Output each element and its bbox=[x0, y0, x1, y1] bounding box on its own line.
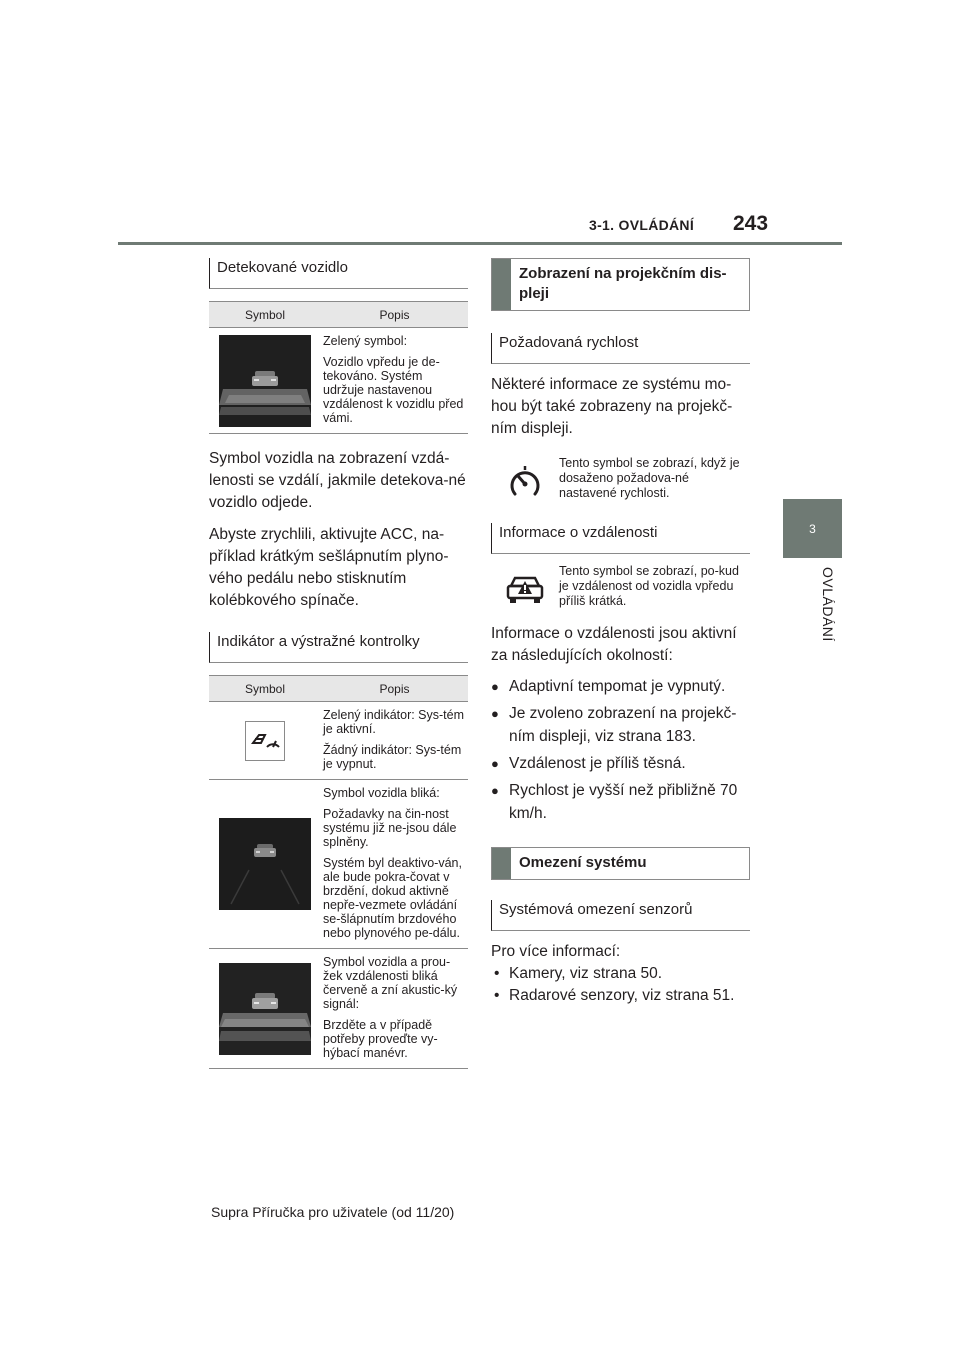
chapter-tab bbox=[783, 499, 842, 558]
car-warning-distance-icon bbox=[219, 963, 311, 1055]
distance-warning-icon bbox=[505, 574, 545, 604]
section-title: 3-1. OVLÁDÁNÍ bbox=[589, 217, 695, 233]
list-item: ● Adaptivní tempomat je vypnutý. bbox=[491, 675, 750, 698]
desc-text: Požadavky na čin-nost systému již ne-jsou dále splněny. bbox=[323, 807, 457, 849]
paragraph: Některé informace ze systému mo-hou být také zobrazeny na projekč-ním displeji. bbox=[491, 376, 733, 437]
detected-vehicle-heading: Detekované vozidlo bbox=[209, 258, 468, 289]
distance-heading: Informace o vzdálenosti bbox=[491, 523, 750, 554]
detected-vehicle-table bbox=[209, 301, 468, 434]
list-item: ● Rychlost je vyšší než přibližně 70 km/h. bbox=[491, 779, 750, 825]
description-cell bbox=[321, 780, 468, 949]
car-distance-icon bbox=[219, 335, 311, 427]
projection-heading bbox=[491, 258, 750, 311]
col-description: Popis bbox=[321, 302, 468, 328]
table-row bbox=[209, 328, 468, 434]
list-item: ● Je zvoleno zobrazení na projekč-ním displeji, viz strana 183. bbox=[491, 702, 750, 748]
left-column bbox=[209, 258, 468, 1069]
indicator-table bbox=[209, 675, 468, 1069]
desc-text: Systém byl deaktivo-ván, ale bude pokra-čovat v brzdění, dokud aktivně nepře-vezmete ovládání se-šlápnutím brzdového nebo plynového pe-dálu. bbox=[323, 856, 462, 940]
desc-text: Žádný indikátor: Sys-tém je vypnut. bbox=[323, 743, 462, 771]
list-item: • Kamery, viz strana 50. bbox=[491, 963, 750, 985]
speedometer-icon bbox=[507, 464, 543, 498]
paragraph: Symbol vozidla na zobrazení vzdá-lenosti se vzdálí, jakmile detekova-né vozidlo odjede. bbox=[209, 450, 466, 511]
speed-symbol-row bbox=[491, 456, 750, 509]
page-number: 243 bbox=[733, 212, 769, 235]
sensor-limits-heading: Systémová omezení senzorů bbox=[491, 900, 750, 931]
paragraph: Abyste zrychlili, aktivujte ACC, na-příklad krátkým sešlápnutím plyno-vého pedálu nebo stisknutím kolébkového spínače. bbox=[209, 526, 449, 609]
heading-bar bbox=[492, 848, 511, 879]
table-row bbox=[209, 780, 468, 949]
paragraph: Informace o vzdálenosti jsou aktivní za následujících okolností: bbox=[491, 625, 737, 664]
desc-text: Vozidlo vpředu je de-tekováno. Systém udržuje nastavenou vzdálenost k vozidlu před vámi. bbox=[323, 355, 464, 425]
limits-heading-text: Omezení systému bbox=[519, 854, 647, 871]
header-rule bbox=[118, 242, 842, 245]
footer-text: Supra Příručka pro uživatele (od 11/20) bbox=[211, 1204, 455, 1220]
heading-bar bbox=[492, 259, 511, 310]
table-row bbox=[209, 949, 468, 1069]
description-cell bbox=[321, 949, 468, 1069]
limits-heading bbox=[491, 847, 750, 880]
desc-text: Zelený indikátor: Sys-tém je aktivní. bbox=[323, 708, 465, 736]
distance-symbol-text: Tento symbol se zobrazí, po-kud je vzdálenost od vozidla vpředu příliš krátká. bbox=[559, 564, 739, 608]
list-item: ● Vzdálenost je příliš těsná. bbox=[491, 752, 750, 775]
chapter-number: 3 bbox=[809, 521, 816, 536]
paragraph: Pro více informací: bbox=[491, 943, 621, 960]
projection-heading-text: Zobrazení na projekčním dis-pleji bbox=[519, 265, 727, 302]
description-cell bbox=[321, 328, 468, 434]
table-row bbox=[209, 702, 468, 780]
car-dark-icon bbox=[219, 818, 311, 910]
indicator-heading: Indikátor a výstražné kontrolky bbox=[209, 632, 468, 663]
col-description: Popis bbox=[321, 676, 468, 702]
desc-text: Zelený symbol: bbox=[323, 334, 408, 348]
right-column bbox=[491, 258, 750, 1007]
chapter-side-label: OVLÁDÁNÍ bbox=[820, 567, 836, 642]
col-symbol: Symbol bbox=[209, 676, 321, 702]
speed-symbol-text: Tento symbol se zobrazí, když je dosaženo požadova-né nastavené rychlosti. bbox=[559, 456, 740, 500]
references-list bbox=[491, 963, 750, 1007]
list-item: • Radarové senzory, viz strana 51. bbox=[491, 985, 750, 1007]
description-cell bbox=[321, 702, 468, 780]
conditions-list bbox=[491, 675, 750, 825]
acc-indicator-icon bbox=[245, 721, 285, 761]
speed-heading: Požadovaná rychlost bbox=[491, 333, 750, 364]
distance-symbol-row bbox=[491, 564, 750, 617]
desc-text: Symbol vozidla a prou-žek vzdálenosti bliká červeně a zní akustic-ký signál: bbox=[323, 955, 458, 1011]
col-symbol: Symbol bbox=[209, 302, 321, 328]
desc-text: Symbol vozidla bliká: bbox=[323, 786, 440, 800]
desc-text: Brzděte a v případě potřeby proveďte vy-hýbací manévr. bbox=[323, 1018, 438, 1060]
